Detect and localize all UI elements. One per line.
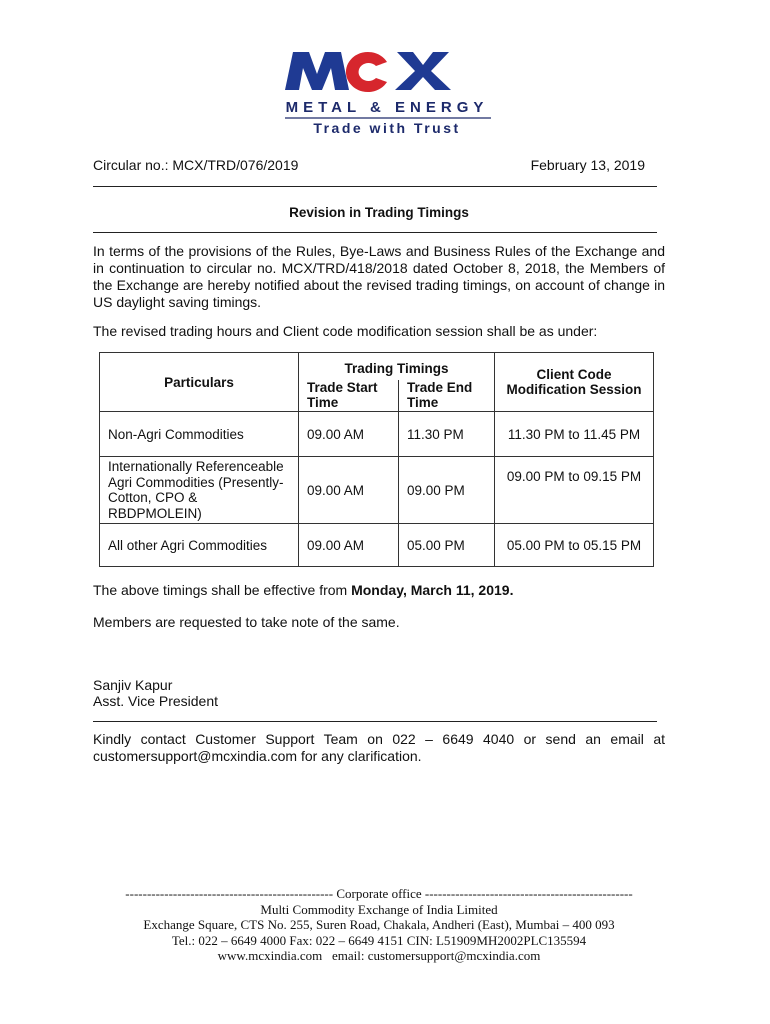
mcx-logo xyxy=(265,40,505,140)
header-particulars: Particulars xyxy=(100,353,299,412)
table-header-row xyxy=(100,353,654,380)
row-trade-start: 09.00 AM xyxy=(299,524,399,567)
row-particular: Internationally Referenceable Agri Commodities (Presently- Cotton, CPO & RBDPMOLEIN) xyxy=(100,457,299,524)
header-trade-start: Trade Start Time xyxy=(299,380,399,412)
corporate-footer xyxy=(93,886,665,964)
table-intro: The revised trading hours and Client code modification session shall be as under: xyxy=(93,323,598,339)
effective-date: Monday, March 11, 2019. xyxy=(351,582,514,598)
divider xyxy=(93,721,657,722)
document-title: Revision in Trading Timings xyxy=(289,205,469,220)
header-trade-end: Trade End Time xyxy=(399,380,495,412)
row-particular: All other Agri Commodities xyxy=(100,524,299,567)
row-trade-start: 09.00 AM xyxy=(299,412,399,457)
member-note: Members are requested to take note of the same. xyxy=(93,614,400,630)
footer-web: www.mcxindia.com email: customersupport@mcxindia.com xyxy=(217,948,541,963)
row-session: 09.00 PM to 09.15 PM xyxy=(495,457,654,524)
footer-address: Exchange Square, CTS No. 255, Suren Road, Chakala, Andheri (East), Mumbai – 400 093 xyxy=(143,917,615,932)
signatory-name: Sanjiv Kapur xyxy=(93,677,173,693)
table-row xyxy=(100,412,654,457)
row-trade-end: 05.00 PM xyxy=(399,524,495,567)
table-row xyxy=(100,524,654,567)
row-trade-end: 09.00 PM xyxy=(399,457,495,524)
footer-corporate-office: ------------------------------------------------ Corporate office ------------------------------------------------ xyxy=(125,886,633,901)
signatory-designation: Asst. Vice President xyxy=(93,693,219,709)
contact-paragraph: Kindly contact Customer Support Team on 022 – 6649 4040 or send an email at customersupport@mcxindia.com for any clarification. xyxy=(93,731,665,764)
divider xyxy=(93,186,657,187)
row-trade-end: 11.30 PM xyxy=(399,412,495,457)
intro-paragraph: In terms of the provisions of the Rules, Bye-Laws and Business Rules of the Exchange and in continuation to circular no. MCX/TRD/418/2018 dated October 8, 2018, the Members of the Exchange are hereby notified about the revised trading timings, on account of change in US daylight saving timings. xyxy=(93,243,665,310)
header-trading-timings: Trading Timings xyxy=(299,353,495,380)
divider xyxy=(93,232,657,233)
header-client-code-session: Client Code Modification Session xyxy=(495,353,654,412)
footer-company: Multi Commodity Exchange of India Limited xyxy=(260,901,498,917)
row-particular: Non-Agri Commodities xyxy=(100,412,299,457)
table-row xyxy=(100,457,654,524)
row-session: 11.30 PM to 11.45 PM xyxy=(495,412,654,457)
timings-table xyxy=(99,352,654,567)
row-trade-start: 09.00 AM xyxy=(299,457,399,524)
row-session: 05.00 PM to 05.15 PM xyxy=(495,524,654,567)
logo-line1: METAL & ENERGY xyxy=(285,99,489,116)
logo-line2: Trade with Trust xyxy=(313,120,461,136)
footer-contact: Tel.: 022 – 6649 4000 Fax: 022 – 6649 4151 CIN: L51909MH2002PLC135594 xyxy=(171,932,587,948)
effective-date-line xyxy=(93,582,513,598)
effective-prefix: The above timings shall be effective from xyxy=(93,582,352,598)
circular-date: February 13, 2019 xyxy=(530,157,645,173)
circular-number: Circular no.: MCX/TRD/076/2019 xyxy=(93,157,299,173)
